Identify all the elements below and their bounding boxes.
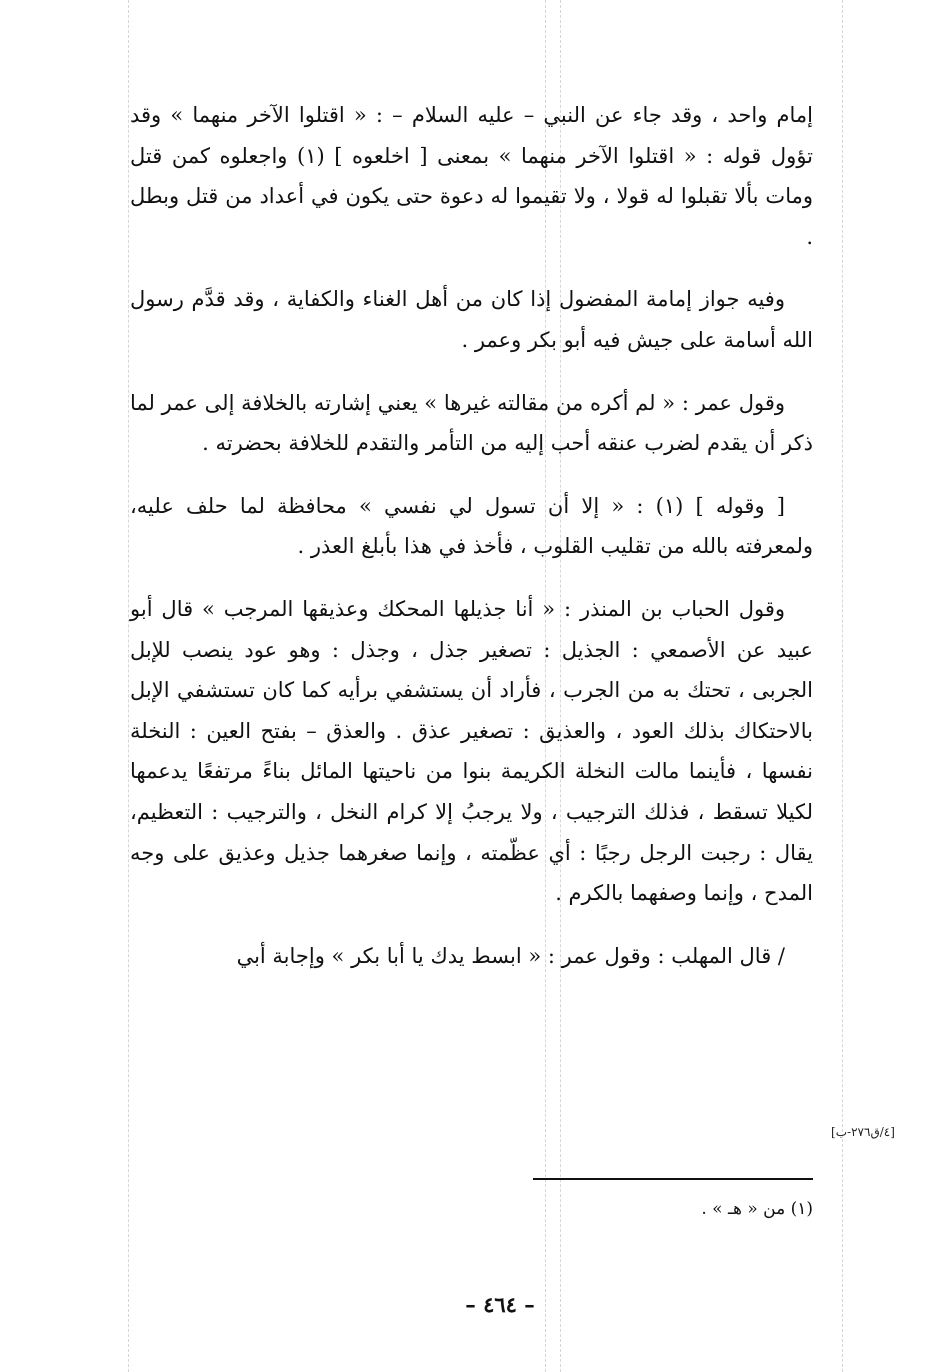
page-number: – ٤٦٤ – xyxy=(465,1292,535,1317)
manuscript-folio-reference: [٤/ق٢٧٦-ب] xyxy=(831,1125,895,1139)
paragraph: وفيه جواز إمامة المفضول إذا كان من أهل الغناء والكفاية ، وقد قدَّم رسول الله أسامة على جيش فيه أبو بكر وعمر . xyxy=(130,287,813,352)
paragraph: وقول عمر : « لم أكره من مقالته غيرها » يعني إشارته بالخلافة إلى عمر لما ذكر أن يقدم لضرب عنقه أحب إليه من التأمر والتقدم للخلافة بحضرته . xyxy=(130,390,813,456)
paragraph: إمام واحد ، وقد جاء عن النبي – عليه السلام – : « اقتلوا الآخر منهما » وقد تؤول قوله : « اقتلوا الآخر منهما » بمعنى [ اخلعوه ] (١) واجعلوه كمن قتل ومات بألا تقبلوا له قولا ، ولا تقيموا له دعوة حتى يكون في أعداد من قتل وبطل . xyxy=(130,103,814,249)
footnote-separator xyxy=(533,1178,813,1180)
main-text xyxy=(130,95,813,976)
footnote: (١) من « هـ » . xyxy=(701,1199,813,1219)
paragraph: / قال المهلب : وقول عمر : « ابسط يدك يا أبا بكر » وإجابة أبي xyxy=(236,943,785,968)
paragraph: [ وقوله ] (١) : « إلا أن تسول لي نفسي » محافظة لما حلف عليه، ولمعرفته بالله من تقليب القلوب ، فأخذ في هذا بأبلغ العذر . xyxy=(130,493,813,559)
scan-artifact-line xyxy=(842,0,843,1372)
paragraph: وقول الحباب بن المنذر : « أنا جذيلها المحكك وعذيقها المرجب » قال أبو عبيد عن الأصمعي : الجذيل : تصغير جذل ، وجذل : وهو عود ينصب للإبل الجربى ، تحتك به من الجرب ، فأراد أن يستشفي برأيه كما كان تستشفي الإبل بالاحتكاك بذلك العود ، والعذيق : تصغير عذق . والعذق – بفتح العين : النخلة نفسها ، فأينما مالت النخلة الكريمة بنوا من ناحيتها المائل بناءً مرتفعًا يدعمها لكيلا تسقط ، فذلك الترجيب ، ولا يرجبُ إلا كرام النخل ، والترجيب : التعظيم، يقال : رجبت الرجل رجبًا : أي عظّمته ، وإنما صغرهما جذيل وعذيق على وجه المدح ، وإنما وصفهما بالكرم . xyxy=(130,596,813,906)
scan-artifact-line xyxy=(128,0,129,1372)
